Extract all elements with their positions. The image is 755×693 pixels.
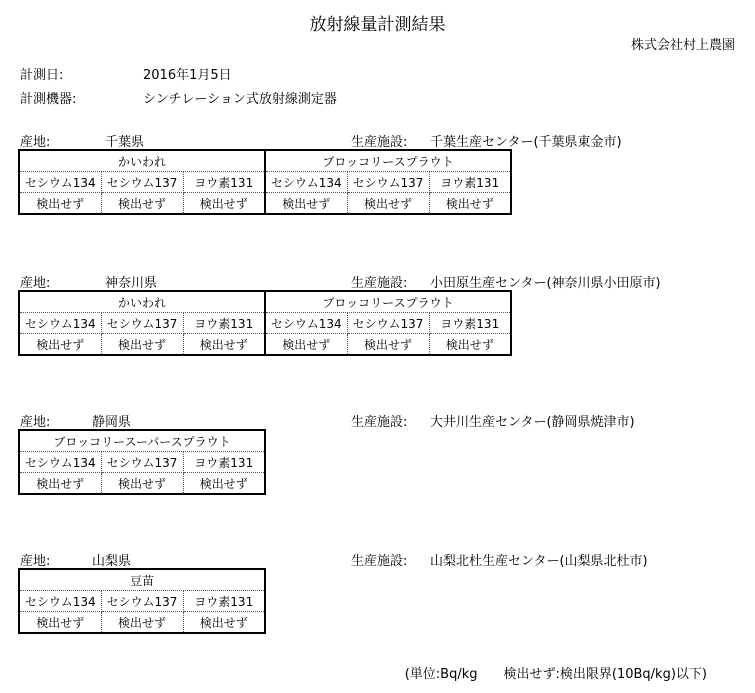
product-name: ブロッコリースプラウト xyxy=(265,291,511,313)
isotope-row xyxy=(19,172,511,193)
results-table xyxy=(18,290,512,356)
isotope-row xyxy=(19,452,265,473)
company-name: 株式会社村上農園 xyxy=(630,38,735,53)
result-cell: 検出せず xyxy=(265,193,347,215)
page-title: 放射線量計測結果 xyxy=(309,15,446,35)
origin-value: 山梨県 xyxy=(92,554,132,569)
results-table xyxy=(18,149,512,215)
product-row xyxy=(19,291,511,313)
isotope-cell: セシウム137 xyxy=(347,172,429,193)
result-cell: 検出せず xyxy=(19,334,101,356)
facility-value: 千葉生産センター(千葉県東金市) xyxy=(430,135,622,150)
product-name: ブロッコリースプラウト xyxy=(265,150,511,172)
result-cell: 検出せず xyxy=(101,193,183,215)
isotope-row xyxy=(19,591,265,612)
product-name: かいわれ xyxy=(19,150,265,172)
origin-value: 神奈川県 xyxy=(105,276,158,291)
isotope-cell: ヨウ素131 xyxy=(183,591,265,612)
result-cell: 検出せず xyxy=(429,334,511,356)
facility-value: 山梨北杜生産センター(山梨県北杜市) xyxy=(430,554,648,569)
result-row xyxy=(19,193,511,215)
product-row xyxy=(19,569,265,591)
isotope-row xyxy=(19,313,511,334)
isotope-cell: セシウム137 xyxy=(101,452,183,473)
isotope-cell: セシウム134 xyxy=(19,172,101,193)
result-cell: 検出せず xyxy=(101,334,183,356)
isotope-cell: ヨウ素131 xyxy=(183,452,265,473)
result-cell: 検出せず xyxy=(101,473,183,495)
date-value: 2016年1月5日 xyxy=(143,68,232,83)
isotope-cell: セシウム134 xyxy=(19,591,101,612)
result-cell: 検出せず xyxy=(19,193,101,215)
results-table xyxy=(18,568,266,634)
facility-label: 生産施設: xyxy=(351,554,408,569)
isotope-cell: セシウム137 xyxy=(347,313,429,334)
product-name: ブロッコリースーパースプラウト xyxy=(19,430,265,452)
isotope-cell: セシウム134 xyxy=(19,452,101,473)
facility-value: 大井川生産センター(静岡県焼津市) xyxy=(430,415,635,430)
isotope-cell: セシウム137 xyxy=(101,172,183,193)
result-cell: 検出せず xyxy=(429,193,511,215)
product-name: かいわれ xyxy=(19,291,265,313)
result-cell: 検出せず xyxy=(183,612,265,634)
isotope-cell: セシウム137 xyxy=(101,591,183,612)
product-row xyxy=(19,150,511,172)
facility-value: 小田原生産センター(神奈川県小田原市) xyxy=(430,276,661,291)
isotope-cell: セシウム137 xyxy=(101,313,183,334)
isotope-cell: ヨウ素131 xyxy=(183,313,265,334)
unit-note: (単位:Bq/kg 検出せず:検出限界(10Bq/kg)以下) xyxy=(404,667,707,682)
result-cell: 検出せず xyxy=(101,612,183,634)
result-row xyxy=(19,334,511,356)
result-row xyxy=(19,473,265,495)
isotope-cell: ヨウ素131 xyxy=(429,313,511,334)
product-name: 豆苗 xyxy=(19,569,265,591)
origin-value: 千葉県 xyxy=(105,135,145,150)
origin-label: 産地: xyxy=(20,135,51,150)
results-table xyxy=(18,429,266,495)
result-cell: 検出せず xyxy=(183,193,265,215)
result-cell: 検出せず xyxy=(183,334,265,356)
facility-label: 生産施設: xyxy=(351,135,408,150)
product-row xyxy=(19,430,265,452)
result-cell: 検出せず xyxy=(347,334,429,356)
origin-label: 産地: xyxy=(20,554,51,569)
isotope-cell: セシウム134 xyxy=(19,313,101,334)
date-label: 計測日: xyxy=(20,68,64,83)
result-cell: 検出せず xyxy=(19,473,101,495)
isotope-cell: セシウム134 xyxy=(265,313,347,334)
facility-label: 生産施設: xyxy=(351,276,408,291)
result-cell: 検出せず xyxy=(19,612,101,634)
isotope-cell: ヨウ素131 xyxy=(429,172,511,193)
origin-label: 産地: xyxy=(20,276,51,291)
origin-value: 静岡県 xyxy=(92,415,132,430)
result-cell: 検出せず xyxy=(347,193,429,215)
result-row xyxy=(19,612,265,634)
device-label: 計測機器: xyxy=(20,92,77,107)
origin-label: 産地: xyxy=(20,415,51,430)
facility-label: 生産施設: xyxy=(351,415,408,430)
result-cell: 検出せず xyxy=(265,334,347,356)
isotope-cell: ヨウ素131 xyxy=(183,172,265,193)
device-value: シンチレーション式放射線測定器 xyxy=(143,92,337,107)
isotope-cell: セシウム134 xyxy=(265,172,347,193)
result-cell: 検出せず xyxy=(183,473,265,495)
